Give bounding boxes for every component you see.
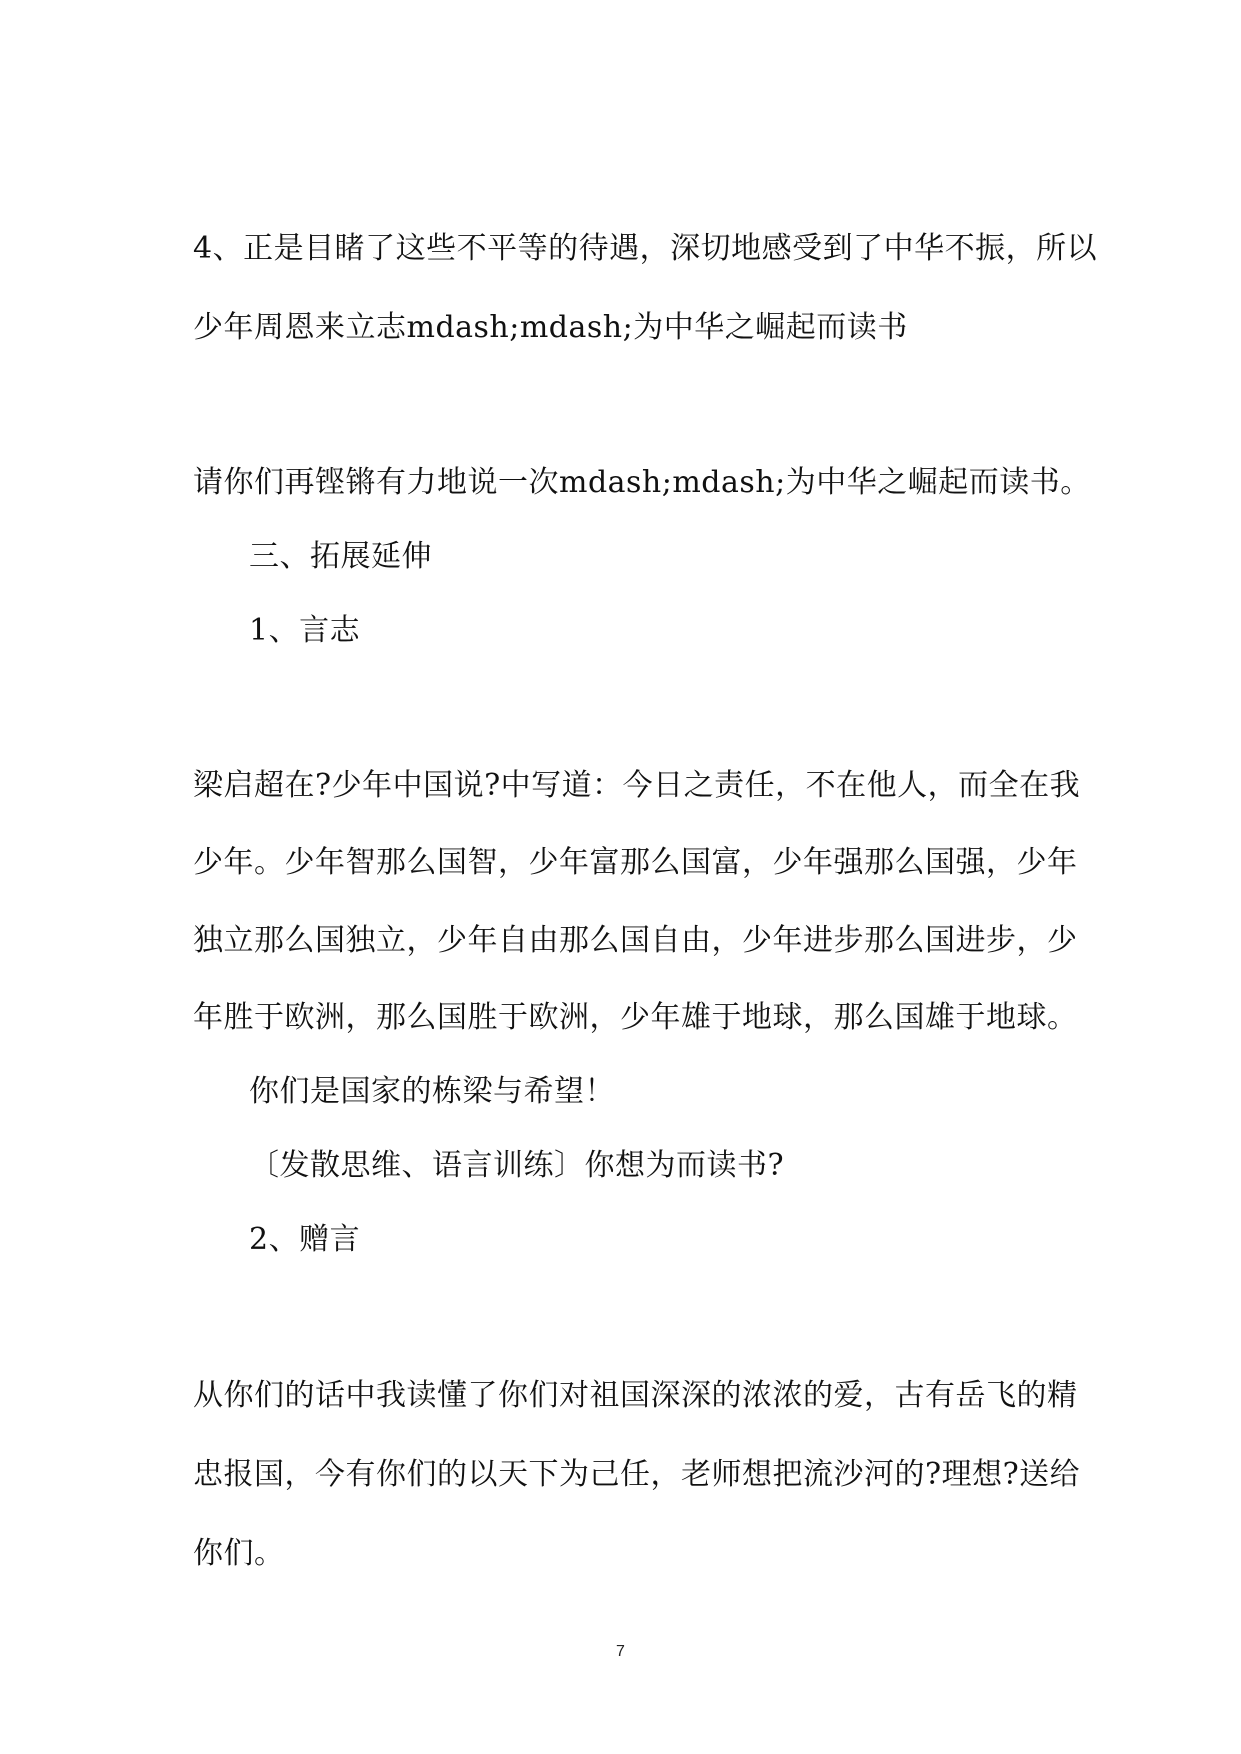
paragraph-1-line-2: 少年周恩来立志mdash;mdash;为中华之崛起而读书 <box>193 310 908 345</box>
paragraph-3-line-1: 梁启超在?少年中国说?中写道：今日之责任，不在他人，而全在我 <box>193 768 1081 803</box>
paragraph-3-line-4: 年胜于欧洲，那么国胜于欧洲，少年雄于地球，那么国雄于地球。 <box>193 1000 1078 1035</box>
page-number: 7 <box>616 1643 625 1660</box>
paragraph-6-line-2: 忠报国，今有你们的以天下为己任，老师想把流沙河的?理想?送给 <box>193 1457 1081 1492</box>
paragraph-3-line-2: 少年。少年智那么国智，少年富那么国富，少年强那么国强，少年 <box>193 845 1078 880</box>
paragraph-3-line-3: 独立那么国独立，少年自由那么国自由，少年进步那么国进步，少 <box>193 923 1078 958</box>
section-heading-extend: 三、拓展延伸 <box>249 539 432 574</box>
paragraph-6-line-3: 你们。 <box>193 1536 285 1571</box>
list-item-2-heading: 2、赠言 <box>249 1222 361 1257</box>
paragraph-6-line-1: 从你们的话中我读懂了你们对祖国深深的浓浓的爱，古有岳飞的精 <box>193 1378 1078 1413</box>
paragraph-4: 你们是国家的栋梁与希望！ <box>249 1074 615 1109</box>
paragraph-1-line-1: 4、正是目睹了这些不平等的待遇，深切地感受到了中华不振，所以 <box>193 231 1098 266</box>
paragraph-5: 〔发散思维、语言训练〕你想为而读书? <box>249 1148 785 1183</box>
paragraph-2-line-1: 请你们再铿锵有力地说一次mdash;mdash;为中华之崛起而读书。 <box>193 465 1091 500</box>
list-item-1-heading: 1、言志 <box>249 613 361 648</box>
